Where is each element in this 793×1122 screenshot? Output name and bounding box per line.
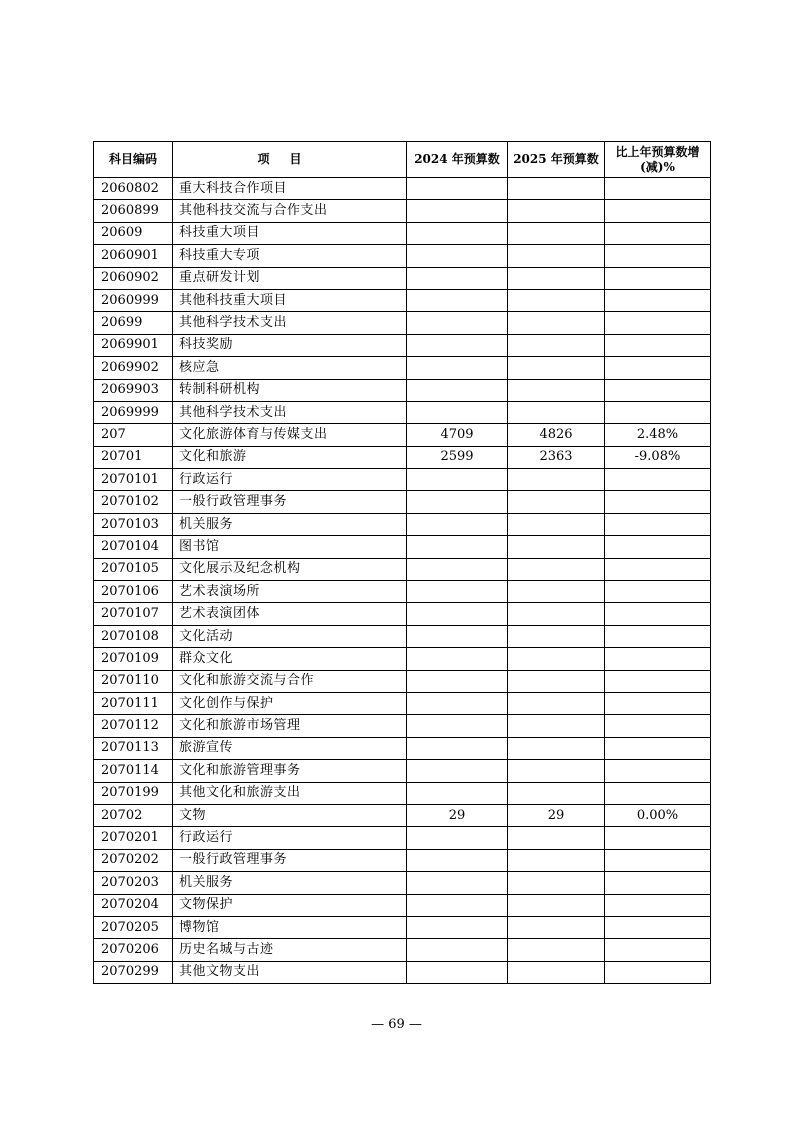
code-cell: 2070108 <box>94 625 173 647</box>
budget-2024-cell <box>407 401 508 423</box>
code-cell: 20609 <box>94 222 173 244</box>
page-number: — 69 — <box>371 1017 422 1032</box>
budget-2024-cell <box>407 245 508 267</box>
code-cell: 2060899 <box>94 200 173 222</box>
change-cell: -9.08% <box>605 446 711 468</box>
item-cell: 图书馆 <box>173 536 407 558</box>
budget-2024-cell <box>407 625 508 647</box>
table-row <box>94 670 711 692</box>
header-code: 科目编码 <box>94 142 173 178</box>
code-cell: 2069901 <box>94 334 173 356</box>
budget-2025-cell <box>508 648 605 670</box>
table-row <box>94 491 711 513</box>
code-cell: 2069999 <box>94 401 173 423</box>
budget-2024-cell <box>407 581 508 603</box>
item-cell: 文化和旅游市场管理 <box>173 715 407 737</box>
change-cell <box>605 513 711 535</box>
item-cell: 文化旅游体育与传媒支出 <box>173 424 407 446</box>
budget-2024-cell <box>407 939 508 961</box>
table-row <box>94 401 711 423</box>
change-cell <box>605 760 711 782</box>
table-row <box>94 737 711 759</box>
code-cell: 2060999 <box>94 289 173 311</box>
budget-2025-cell <box>508 872 605 894</box>
table-row <box>94 334 711 356</box>
change-cell <box>605 737 711 759</box>
code-cell: 2070103 <box>94 513 173 535</box>
budget-2025-cell: 4826 <box>508 424 605 446</box>
change-cell <box>605 357 711 379</box>
item-cell: 科技重大项目 <box>173 222 407 244</box>
budget-2025-cell <box>508 715 605 737</box>
budget-2024-cell <box>407 872 508 894</box>
change-cell <box>605 894 711 916</box>
budget-2025-cell <box>508 782 605 804</box>
item-cell: 重点研发计划 <box>173 267 407 289</box>
item-cell: 历史名城与古迹 <box>173 939 407 961</box>
item-cell: 行政运行 <box>173 827 407 849</box>
code-cell: 2070112 <box>94 715 173 737</box>
code-cell: 2069903 <box>94 379 173 401</box>
change-cell <box>605 849 711 871</box>
code-cell: 2060802 <box>94 178 173 200</box>
item-cell: 文化创作与保护 <box>173 692 407 714</box>
table-row <box>94 939 711 961</box>
budget-2025-cell <box>508 603 605 625</box>
change-cell <box>605 715 711 737</box>
code-cell: 20699 <box>94 312 173 334</box>
change-cell <box>605 379 711 401</box>
table-row <box>94 200 711 222</box>
table-row <box>94 603 711 625</box>
budget-2025-cell <box>508 625 605 647</box>
table-row <box>94 446 711 468</box>
budget-2024-cell <box>407 334 508 356</box>
change-cell <box>605 267 711 289</box>
change-cell <box>605 916 711 938</box>
table-row <box>94 692 711 714</box>
header-budget-2024: 2024 年预算数 <box>407 142 508 178</box>
code-cell: 2070202 <box>94 849 173 871</box>
item-cell: 其他文物支出 <box>173 961 407 983</box>
item-cell: 文化和旅游 <box>173 446 407 468</box>
change-cell: 2.48% <box>605 424 711 446</box>
table-row <box>94 222 711 244</box>
budget-2025-cell <box>508 289 605 311</box>
table-row <box>94 916 711 938</box>
change-cell <box>605 692 711 714</box>
budget-2025-cell <box>508 581 605 603</box>
budget-2024-cell <box>407 849 508 871</box>
item-cell: 艺术表演场所 <box>173 581 407 603</box>
code-cell: 2070113 <box>94 737 173 759</box>
item-cell: 群众文化 <box>173 648 407 670</box>
budget-2025-cell <box>508 222 605 244</box>
budget-2024-cell <box>407 289 508 311</box>
change-cell <box>605 939 711 961</box>
table-row <box>94 894 711 916</box>
budget-2025-cell <box>508 737 605 759</box>
table-row <box>94 424 711 446</box>
budget-2024-cell: 4709 <box>407 424 508 446</box>
change-cell <box>605 603 711 625</box>
budget-2024-cell <box>407 827 508 849</box>
budget-2025-cell <box>508 692 605 714</box>
budget-2024-cell <box>407 916 508 938</box>
budget-2024-cell <box>407 760 508 782</box>
code-cell: 2060901 <box>94 245 173 267</box>
budget-2024-cell <box>407 222 508 244</box>
change-cell <box>605 401 711 423</box>
table-row <box>94 872 711 894</box>
budget-2025-cell: 2363 <box>508 446 605 468</box>
budget-2024-cell <box>407 357 508 379</box>
code-cell: 20702 <box>94 804 173 826</box>
code-cell: 2069902 <box>94 357 173 379</box>
budget-2024-cell <box>407 379 508 401</box>
budget-2024-cell <box>407 513 508 535</box>
budget-2024-cell <box>407 536 508 558</box>
code-cell: 2070105 <box>94 558 173 580</box>
budget-2025-cell <box>508 849 605 871</box>
change-cell <box>605 222 711 244</box>
item-cell: 机关服务 <box>173 513 407 535</box>
change-cell <box>605 245 711 267</box>
change-cell <box>605 178 711 200</box>
change-cell <box>605 558 711 580</box>
table-row <box>94 581 711 603</box>
item-cell: 机关服务 <box>173 872 407 894</box>
budget-2025-cell <box>508 245 605 267</box>
item-cell: 文化和旅游交流与合作 <box>173 670 407 692</box>
change-cell <box>605 491 711 513</box>
item-cell: 博物馆 <box>173 916 407 938</box>
budget-2024-cell <box>407 491 508 513</box>
code-cell: 2070206 <box>94 939 173 961</box>
item-cell: 转制科研机构 <box>173 379 407 401</box>
budget-2025-cell <box>508 827 605 849</box>
budget-2025-cell <box>508 200 605 222</box>
table-row <box>94 245 711 267</box>
table-row <box>94 357 711 379</box>
change-cell <box>605 581 711 603</box>
code-cell: 2070104 <box>94 536 173 558</box>
table-row <box>94 558 711 580</box>
budget-2025-cell <box>508 491 605 513</box>
budget-2024-cell: 2599 <box>407 446 508 468</box>
item-cell: 一般行政管理事务 <box>173 849 407 871</box>
change-cell <box>605 782 711 804</box>
budget-2025-cell <box>508 558 605 580</box>
code-cell: 2070201 <box>94 827 173 849</box>
code-cell: 2070101 <box>94 469 173 491</box>
code-cell: 2070205 <box>94 916 173 938</box>
table-row <box>94 849 711 871</box>
table-row <box>94 289 711 311</box>
code-cell: 2060902 <box>94 267 173 289</box>
table-row <box>94 625 711 647</box>
table-row <box>94 827 711 849</box>
code-cell: 2070111 <box>94 692 173 714</box>
item-cell: 其他文化和旅游支出 <box>173 782 407 804</box>
header-item: 项目 <box>173 142 407 178</box>
budget-2025-cell <box>508 916 605 938</box>
change-cell <box>605 334 711 356</box>
change-cell: 0.00% <box>605 804 711 826</box>
item-cell: 文物保护 <box>173 894 407 916</box>
change-cell <box>605 312 711 334</box>
budget-2025-cell <box>508 312 605 334</box>
item-cell: 行政运行 <box>173 469 407 491</box>
budget-2025-cell: 29 <box>508 804 605 826</box>
item-cell: 其他科学技术支出 <box>173 401 407 423</box>
budget-2024-cell <box>407 961 508 983</box>
header-budget-2025: 2025 年预算数 <box>508 142 605 178</box>
budget-2025-cell <box>508 469 605 491</box>
budget-2025-cell <box>508 939 605 961</box>
change-cell <box>605 872 711 894</box>
budget-2024-cell <box>407 267 508 289</box>
change-cell <box>605 648 711 670</box>
budget-2025-cell <box>508 379 605 401</box>
code-cell: 2070114 <box>94 760 173 782</box>
header-change: 比上年预算数增 (减)% <box>605 142 711 178</box>
item-cell: 其他科学技术支出 <box>173 312 407 334</box>
code-cell: 207 <box>94 424 173 446</box>
table-row <box>94 760 711 782</box>
table-row <box>94 379 711 401</box>
budget-2025-cell <box>508 536 605 558</box>
budget-2024-cell: 29 <box>407 804 508 826</box>
item-cell: 文化活动 <box>173 625 407 647</box>
item-cell: 科技重大专项 <box>173 245 407 267</box>
change-cell <box>605 670 711 692</box>
table-row <box>94 513 711 535</box>
change-cell <box>605 289 711 311</box>
table-row <box>94 648 711 670</box>
code-cell: 20701 <box>94 446 173 468</box>
budget-2025-cell <box>508 334 605 356</box>
budget-2024-cell <box>407 312 508 334</box>
item-cell: 核应急 <box>173 357 407 379</box>
table-row <box>94 469 711 491</box>
table-body <box>94 178 711 984</box>
code-cell: 2070299 <box>94 961 173 983</box>
code-cell: 2070107 <box>94 603 173 625</box>
budget-2024-cell <box>407 603 508 625</box>
table-row <box>94 536 711 558</box>
code-cell: 2070204 <box>94 894 173 916</box>
table-row <box>94 782 711 804</box>
table-row <box>94 961 711 983</box>
budget-2025-cell <box>508 760 605 782</box>
table-row <box>94 715 711 737</box>
budget-2024-cell <box>407 670 508 692</box>
change-cell <box>605 961 711 983</box>
table-row <box>94 804 711 826</box>
table-row <box>94 312 711 334</box>
budget-table <box>93 141 711 984</box>
item-cell: 旅游宣传 <box>173 737 407 759</box>
item-cell: 其他科技重大项目 <box>173 289 407 311</box>
budget-2024-cell <box>407 200 508 222</box>
table-row <box>94 178 711 200</box>
budget-2025-cell <box>508 670 605 692</box>
item-cell: 文化展示及纪念机构 <box>173 558 407 580</box>
item-cell: 其他科技交流与合作支出 <box>173 200 407 222</box>
item-cell: 文化和旅游管理事务 <box>173 760 407 782</box>
budget-2025-cell <box>508 357 605 379</box>
budget-2025-cell <box>508 401 605 423</box>
code-cell: 2070110 <box>94 670 173 692</box>
change-cell <box>605 200 711 222</box>
item-cell: 一般行政管理事务 <box>173 491 407 513</box>
code-cell: 2070199 <box>94 782 173 804</box>
table-header-row <box>94 142 711 178</box>
code-cell: 2070109 <box>94 648 173 670</box>
budget-2025-cell <box>508 267 605 289</box>
change-cell <box>605 625 711 647</box>
item-cell: 艺术表演团体 <box>173 603 407 625</box>
change-cell <box>605 469 711 491</box>
code-cell: 2070106 <box>94 581 173 603</box>
budget-2024-cell <box>407 558 508 580</box>
budget-2024-cell <box>407 178 508 200</box>
budget-2025-cell <box>508 894 605 916</box>
code-cell: 2070102 <box>94 491 173 513</box>
budget-2024-cell <box>407 648 508 670</box>
change-cell <box>605 827 711 849</box>
table-row <box>94 267 711 289</box>
budget-2024-cell <box>407 692 508 714</box>
item-cell: 重大科技合作项目 <box>173 178 407 200</box>
code-cell: 2070203 <box>94 872 173 894</box>
budget-2024-cell <box>407 737 508 759</box>
budget-2024-cell <box>407 782 508 804</box>
budget-2025-cell <box>508 961 605 983</box>
budget-2025-cell <box>508 178 605 200</box>
item-cell: 文物 <box>173 804 407 826</box>
budget-2024-cell <box>407 715 508 737</box>
item-cell: 科技奖励 <box>173 334 407 356</box>
budget-2024-cell <box>407 894 508 916</box>
budget-2024-cell <box>407 469 508 491</box>
budget-2025-cell <box>508 513 605 535</box>
change-cell <box>605 536 711 558</box>
